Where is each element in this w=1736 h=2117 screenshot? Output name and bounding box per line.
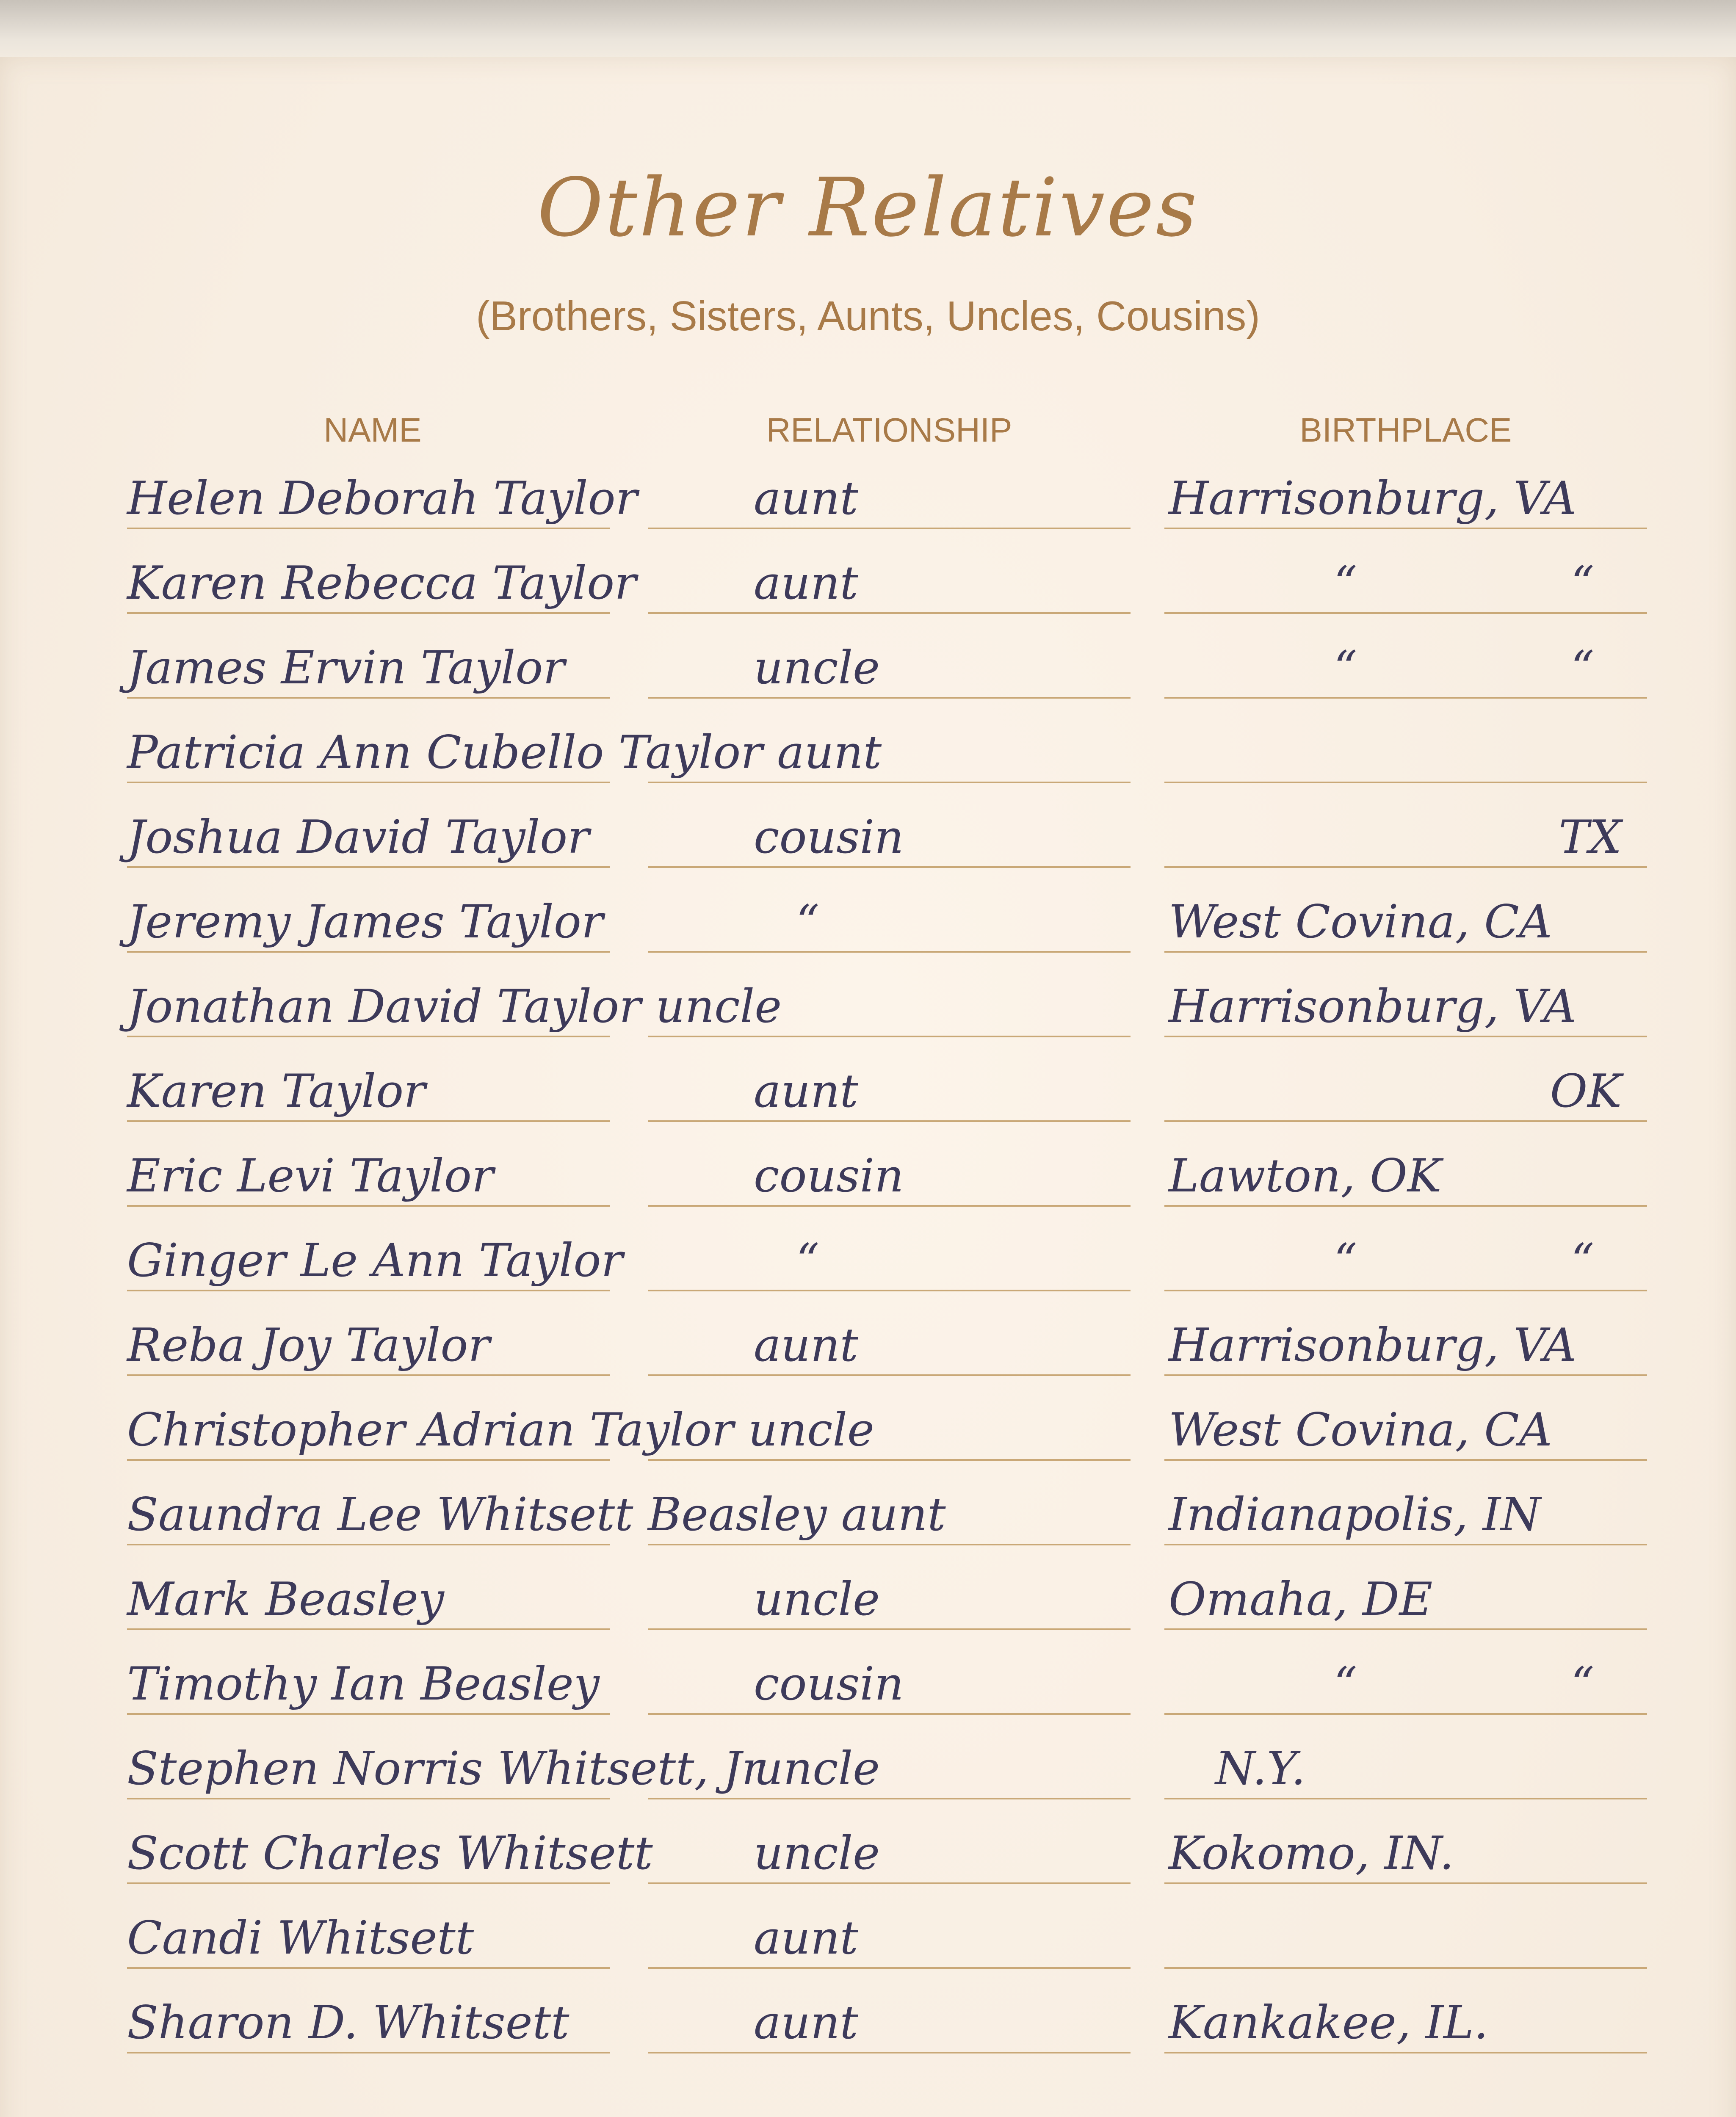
relative-row: [0, 1715, 1736, 1799]
name-line: [127, 699, 882, 783]
relationship-line: [648, 1037, 1131, 1122]
relationship-line: [648, 868, 1131, 953]
name-entry: Helen Deborah Taylor: [127, 472, 638, 525]
relative-row: [0, 1884, 1736, 1969]
name-entry: Karen Rebecca Taylor: [127, 557, 636, 610]
column-header-name: NAME: [323, 411, 422, 449]
birthplace-line: [1164, 868, 1647, 953]
name-line: [127, 529, 636, 614]
birthplace-line: [1164, 1545, 1647, 1630]
birthplace-line: [1164, 1630, 1647, 1715]
birthplace-entry: Indianapolis, IN: [1169, 1488, 1541, 1541]
relative-row: [0, 1037, 1736, 1122]
name-entry: Scott Charles Whitsett: [127, 1827, 653, 1880]
relationship-entry: uncle: [754, 641, 880, 694]
name-line: [127, 1630, 610, 1715]
birthplace-line: [1164, 1715, 1647, 1799]
birthplace-line: [1164, 1884, 1647, 1969]
relative-row: [0, 699, 1736, 783]
relationship-line: [648, 445, 1131, 529]
birthplace-line: [1164, 2053, 1647, 2117]
relationship-line: [648, 1799, 1131, 1884]
name-line: [127, 614, 610, 699]
birthplace-entry: Kankakee, IL.: [1169, 1996, 1489, 2049]
relationship-entry: cousin: [754, 1150, 904, 1202]
name-line: [127, 1291, 610, 1376]
page-top-edge: [0, 0, 1736, 57]
relationship-line: [648, 783, 1131, 868]
name-entry: Jonathan David Taylor uncle: [127, 980, 782, 1033]
name-line: [127, 1207, 623, 1291]
relationship-entry: aunt: [754, 472, 858, 525]
ditto-mark: “: [796, 1234, 820, 1287]
column-header-relationship: RELATIONSHIP: [766, 411, 1012, 449]
birthplace-entry: West Covina, CA: [1169, 895, 1552, 948]
relationship-entry: aunt: [754, 1996, 858, 2049]
birthplace-entry: West Covina, CA: [1169, 1404, 1552, 1456]
relationship-line: [648, 1715, 1131, 1799]
birthplace-entry: Omaha, DE: [1169, 1573, 1433, 1626]
birthplace-line: [1164, 1037, 1647, 1122]
relative-row: [0, 445, 1736, 529]
relative-row: [0, 1376, 1736, 1461]
birthplace-line: [1164, 1461, 1647, 1545]
name-line: [127, 1122, 610, 1207]
ditto-mark: “: [1571, 557, 1595, 610]
relationship-line: [648, 1884, 1131, 1969]
relatives-list: [0, 445, 1736, 2117]
relationship-line: [648, 1969, 1131, 2053]
relationship-entry: aunt: [754, 557, 858, 610]
birthplace-line: [1164, 1207, 1647, 1291]
ditto-mark: “: [1571, 1234, 1595, 1287]
name-entry: James Ervin Taylor: [127, 641, 565, 694]
birthplace-line: [1164, 1969, 1647, 2053]
name-line: [127, 1969, 610, 2053]
name-entry: Timothy Ian Beasley: [127, 1658, 600, 1711]
relative-row: [0, 1630, 1736, 1715]
ditto-mark: “: [796, 895, 820, 948]
birthplace-entry: Harrisonburg, VA: [1169, 980, 1577, 1033]
name-line: [127, 1884, 610, 1969]
relationship-entry: uncle: [754, 1742, 880, 1795]
relative-row: [0, 1122, 1736, 1207]
ditto-mark: “: [1334, 641, 1357, 694]
birthplace-line: [1164, 1376, 1647, 1461]
name-line: [127, 1545, 610, 1630]
relative-row: [0, 783, 1736, 868]
relative-row: [0, 868, 1736, 953]
column-header-birthplace: BIRTHPLACE: [1299, 411, 1512, 449]
relationship-line: [648, 1207, 1131, 1291]
ditto-mark: “: [1334, 1234, 1357, 1287]
name-line: [127, 1461, 946, 1545]
relationship-entry: uncle: [754, 1573, 880, 1626]
birthplace-entry: Harrisonburg, VA: [1169, 1319, 1577, 1372]
name-entry: Saundra Lee Whitsett Beasley aunt: [127, 1488, 946, 1541]
relationship-line: [648, 1291, 1131, 1376]
name-line: [127, 868, 610, 953]
name-entry: Eric Levi Taylor: [127, 1150, 494, 1202]
relationship-line: [648, 529, 1131, 614]
name-entry: Patricia Ann Cubello Taylor aunt: [127, 726, 882, 779]
birthplace-entry: OK: [1550, 1065, 1622, 1118]
name-line: [127, 445, 638, 529]
page-subtitle: (Brothers, Sisters, Aunts, Uncles, Cousins): [476, 293, 1260, 339]
name-entry: Reba Joy Taylor: [127, 1319, 490, 1372]
relative-row: [0, 1291, 1736, 1376]
birthplace-line: [1164, 953, 1647, 1037]
birthplace-entry: Lawton, OK: [1169, 1150, 1442, 1202]
relationship-line: [648, 1376, 1131, 1461]
birthplace-line: [1164, 1799, 1647, 1884]
birthplace-line: [1164, 529, 1647, 614]
name-entry: Ginger Le Ann Taylor: [127, 1234, 623, 1287]
relationship-line: [648, 2053, 1131, 2117]
name-entry: Jeremy James Taylor: [127, 895, 603, 948]
name-line: [127, 953, 782, 1037]
birthplace-entry: TX: [1559, 811, 1622, 864]
name-line: [127, 1715, 764, 1799]
ditto-mark: “: [1571, 1658, 1595, 1711]
relationship-line: [648, 614, 1131, 699]
ditto-mark: “: [1334, 1658, 1357, 1711]
birthplace-line: [1164, 1291, 1647, 1376]
name-line: [127, 2053, 610, 2117]
birthplace-entry: Kokomo, IN.: [1169, 1827, 1454, 1880]
relationship-line: [648, 699, 1131, 783]
relationship-line: [648, 1630, 1131, 1715]
name-entry: Stephen Norris Whitsett, Jr: [127, 1742, 764, 1795]
name-entry: Mark Beasley: [127, 1573, 444, 1626]
birthplace-line: [1164, 445, 1647, 529]
relative-row: [0, 1545, 1736, 1630]
relative-row: [0, 1461, 1736, 1545]
relative-row: [0, 1969, 1736, 2053]
name-line: [127, 1799, 653, 1884]
relationship-entry: aunt: [754, 1319, 858, 1372]
relationship-entry: cousin: [754, 811, 904, 864]
name-entry: Joshua David Taylor: [127, 811, 589, 864]
relationship-line: [648, 953, 1131, 1037]
name-line: [127, 1037, 610, 1122]
relationship-line: [648, 1122, 1131, 1207]
birthplace-line: [1164, 699, 1647, 783]
birthplace-entry: N.Y.: [1215, 1742, 1306, 1795]
name-entry: Christopher Adrian Taylor uncle: [127, 1404, 874, 1456]
relative-row: [0, 529, 1736, 614]
relative-row: [0, 953, 1736, 1037]
relationship-entry: aunt: [754, 1065, 858, 1118]
name-entry: Karen Taylor: [127, 1065, 426, 1118]
name-line: [127, 1376, 874, 1461]
relative-row: [0, 614, 1736, 699]
ditto-mark: “: [1571, 641, 1595, 694]
relationship-line: [648, 1461, 1131, 1545]
page-title: Other Relatives: [537, 161, 1199, 254]
relationship-entry: cousin: [754, 1658, 904, 1711]
birthplace-line: [1164, 614, 1647, 699]
name-entry: Candi Whitsett: [127, 1912, 474, 1965]
relationship-entry: aunt: [754, 1912, 858, 1965]
relative-row: [0, 2053, 1736, 2117]
birthplace-entry: Harrisonburg, VA: [1169, 472, 1577, 525]
relative-row: [0, 1799, 1736, 1884]
name-entry: Sharon D. Whitsett: [127, 1996, 569, 2049]
relationship-line: [648, 1545, 1131, 1630]
ditto-mark: “: [1334, 557, 1357, 610]
birthplace-line: [1164, 783, 1647, 868]
relationship-entry: uncle: [754, 1827, 880, 1880]
name-line: [127, 783, 610, 868]
relative-row: [0, 1207, 1736, 1291]
birthplace-line: [1164, 1122, 1647, 1207]
